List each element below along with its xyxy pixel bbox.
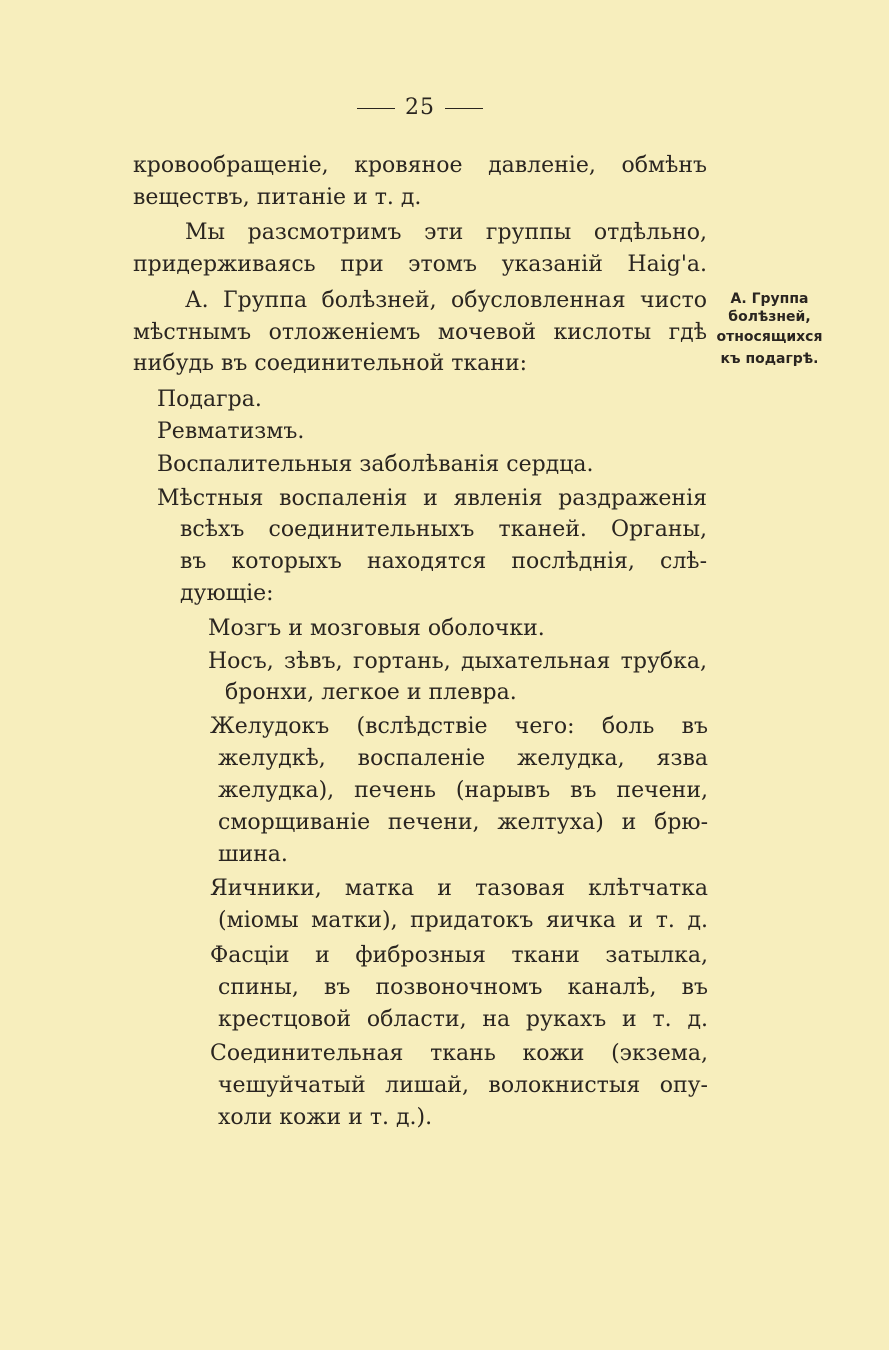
text-line: Подагра. <box>157 387 262 412</box>
text-line: Соединительная ткань кожи (экзема, <box>210 1041 708 1066</box>
text-line: сморщиваніе печени, желтуха) и брю- <box>218 810 708 835</box>
text-line: Яичники, матка и тазовая клѣтчатка <box>210 876 708 901</box>
text-line: нибудь въ соединительной ткани: <box>133 351 528 376</box>
text-line: Ревматизмъ. <box>157 419 305 444</box>
dash-left <box>357 108 395 109</box>
text-line: дующіе: <box>180 581 274 606</box>
page-number-value: 25 <box>405 95 435 120</box>
text-line: спины, въ позвоночномъ каналѣ, въ <box>218 975 708 1000</box>
text-line: бронхи, легкое и плевра. <box>225 680 517 705</box>
text-line: Мозгъ и мозговыя оболочки. <box>208 616 545 641</box>
text-line: крестцовой области, на рукахъ и т. д. <box>218 1007 708 1032</box>
text-line: въ которыхъ находятся послѣднія, слѣ- <box>180 549 707 574</box>
text-line: желудкѣ, воспаленіе желудка, язва <box>218 746 708 771</box>
text-line: (міомы матки), придатокъ яичка и т. д. <box>218 908 708 933</box>
text-line: А. Группа болѣзней, обусловленная чисто <box>185 288 707 313</box>
dash-right <box>445 108 483 109</box>
text-line: чешуйчатый лишай, волокнистыя опу- <box>218 1073 708 1098</box>
text-line: мѣстнымъ отложеніемъ мочевой кислоты гдѣ <box>133 320 707 345</box>
text-line: Воспалительныя заболѣванія сердца. <box>157 452 594 477</box>
text-line: кровообращеніе, кровяное давленіе, обмѣнъ <box>133 153 707 178</box>
text-line: Фасціи и фиброзныя ткани затылка, <box>210 943 708 968</box>
margin-note-line: А. Группа <box>730 291 809 307</box>
margin-note-line: относящихся <box>716 329 823 345</box>
text-line: Носъ, зѣвъ, гортань, дыхательная трубка, <box>208 649 707 674</box>
text-line: холи кожи и т. д.). <box>218 1105 433 1130</box>
text-line: всѣхъ соединительныхъ тканей. Органы, <box>180 517 707 542</box>
text-line: веществъ, питаніе и т. д. <box>133 185 422 210</box>
margin-note-line: къ подагрѣ. <box>720 351 819 367</box>
text-line: Мѣстныя воспаленія и явленія раздраженія <box>157 486 707 511</box>
margin-note-line: болѣзней, <box>728 309 811 325</box>
text-line: Мы разсмотримъ эти группы отдѣльно, <box>185 220 707 245</box>
text-line: Желудокъ (вслѣдствіе чего: боль въ <box>210 714 708 739</box>
text-line: шина. <box>218 842 288 867</box>
text-line: придерживаясь при этомъ указаній Haig'а. <box>133 252 707 277</box>
text-line: желудка), печень (нарывъ въ печени, <box>218 778 708 803</box>
page-number <box>0 95 840 120</box>
